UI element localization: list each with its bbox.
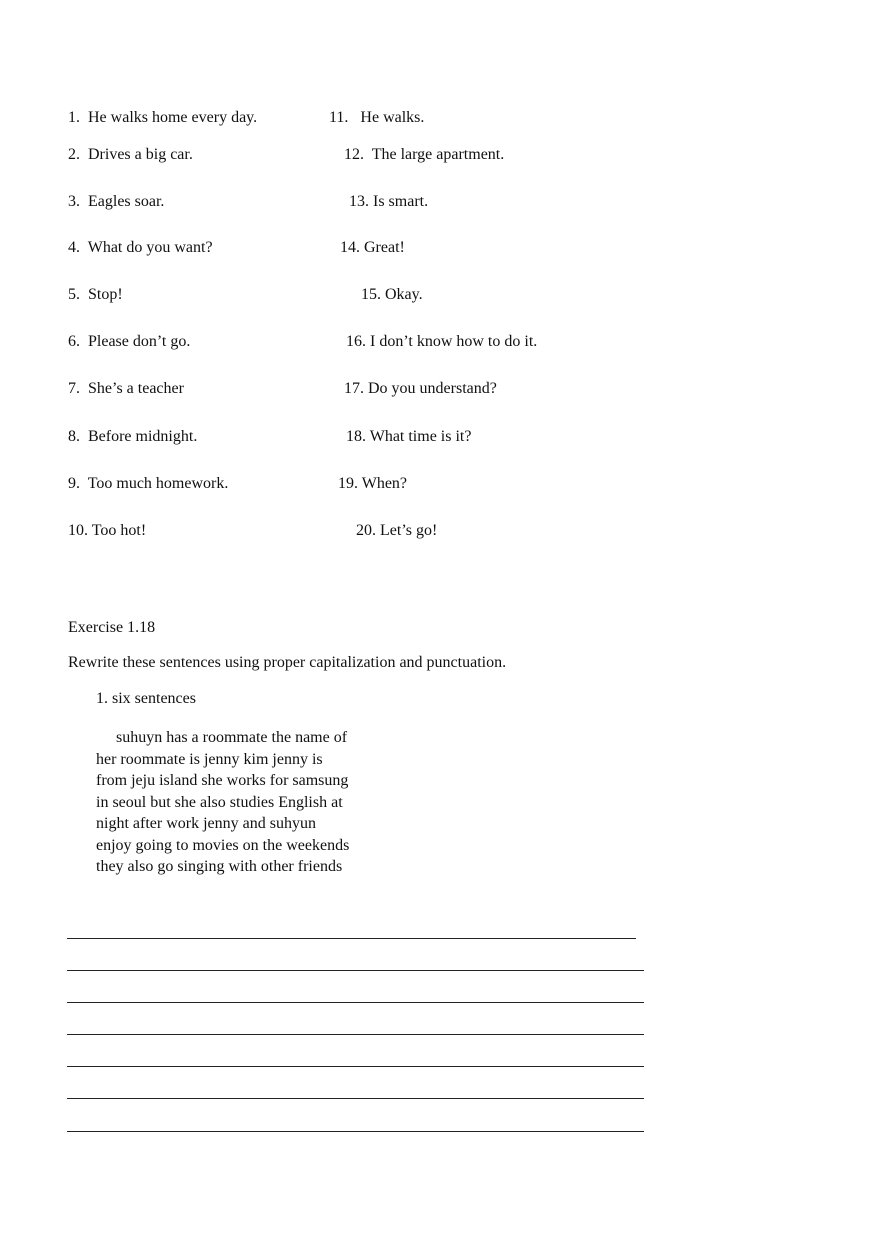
answer-line[interactable] [67,938,636,939]
paragraph-line: they also go singing with other friends [96,858,343,875]
sentence-item: 7. She’s a teacher [68,380,184,397]
paragraph-line: suhuyn has a roommate the name of [96,729,348,746]
sentence-item: 14. Great! [340,239,405,256]
sentence-item: 8. Before midnight. [68,428,198,445]
sentence-item: 12. The large apartment. [344,146,505,163]
answer-line[interactable] [67,1131,644,1132]
paragraph-line: from jeju island she works for samsung [96,772,349,789]
exercise-instruction: Rewrite these sentences using proper capitalization and punctuation. [68,654,507,671]
exercise-title: Exercise 1.18 [68,619,156,636]
paragraph-line: night after work jenny and suhyun [96,815,316,832]
sentence-item: 6. Please don’t go. [68,333,191,350]
sentence-item: 9. Too much homework. [68,475,229,492]
exercise-item-label: 1. six sentences [96,690,196,707]
sentence-item: 19. When? [338,475,408,492]
sentence-item: 10. Too hot! [68,522,147,539]
sentence-item: 1. He walks home every day. [68,109,258,126]
answer-line[interactable] [67,1002,644,1003]
paragraph-line: her roommate is jenny kim jenny is [96,750,323,768]
answer-line[interactable] [67,1066,644,1067]
sentence-item: 4. What do you want? [68,239,213,256]
sentence-item: 20. Let’s go! [356,522,438,539]
sentence-item: 3. Eagles soar. [68,193,165,210]
sentence-item: 2. Drives a big car. [68,146,193,163]
answer-line[interactable] [67,1034,644,1035]
answer-line[interactable] [67,1098,644,1099]
sentence-item: 11. He walks. [329,109,425,126]
sentence-item: 5. Stop! [68,286,123,303]
sentence-item: 15. Okay. [361,286,423,303]
paragraph-line: in seoul but she also studies English at [96,793,343,811]
answer-line[interactable] [67,970,644,971]
sentence-item: 13. Is smart. [349,193,429,210]
exercise-paragraph [96,727,396,878]
sentence-item: 17. Do you understand? [344,380,497,397]
sentence-item: 18. What time is it? [346,428,472,445]
sentence-item: 16. I don’t know how to do it. [346,333,538,350]
paragraph-line: enjoy going to movies on the weekends [96,836,350,854]
